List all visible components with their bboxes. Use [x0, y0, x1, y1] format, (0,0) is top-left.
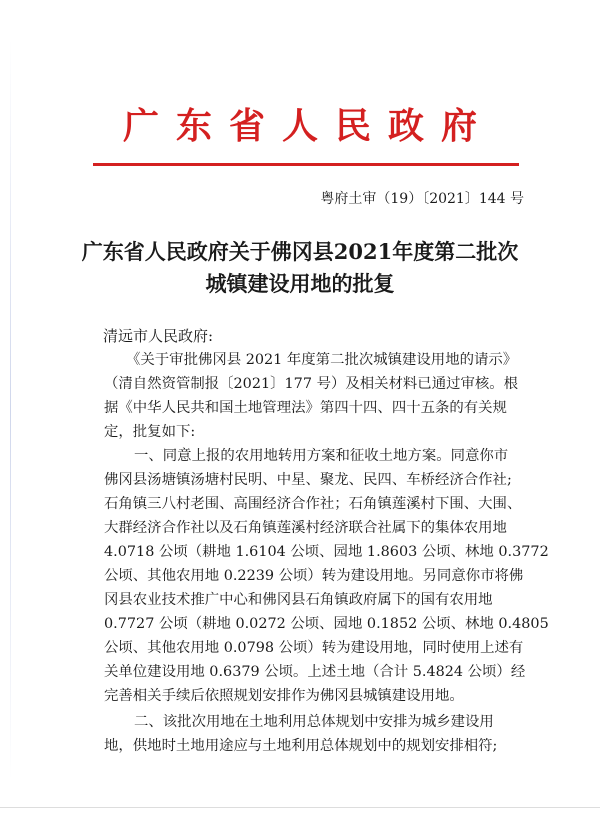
title-line-1: 广东省人民政府关于佛冈县2021年度第二批次: [81, 239, 519, 264]
body-line: 二、该批次用地在土地利用总体规划中安排为城乡建设用: [134, 714, 494, 730]
body-line: 一、同意上报的农用地转用方案和征收土地方案。同意你市: [134, 448, 509, 464]
document-title: [0, 236, 600, 300]
body-line: 大群经济合作社以及石角镇莲溪村经济联合社属下的集体农用地: [104, 520, 507, 536]
addressee: 清远市人民政府:: [103, 327, 214, 345]
body-line: 完善相关手续后依照规划安排作为佛冈县城镇建设用地。: [104, 688, 464, 704]
body-line: 佛冈县汤塘镇汤塘村民明、中星、聚龙、民四、车桥经济合作社;: [104, 472, 512, 488]
scan-bottom-mark: [0, 807, 600, 808]
body-line: 冈县农业技术推广中心和佛冈县石角镇政府属下的国有农用地: [104, 592, 493, 608]
body-line: 地，供地时土地用途应与土地利用总体规划中的规划安排相符;: [104, 738, 498, 754]
body-line: 公顷、其他农用地 0.2239 公顷）转为建设用地。另同意你市将佛: [104, 568, 524, 584]
body-line: 《关于审批佛冈县 2021 年度第二批次城镇建设用地的请示》: [126, 352, 518, 368]
title-line-2: 城镇建设用地的批复: [205, 271, 395, 296]
body-line: 石角镇三八村老围、高围经济合作社；石角镇莲溪村下围、大围、: [104, 496, 522, 512]
body-line: （清自然资管制报〔2021〕177 号）及相关材料已通过审核。根: [104, 376, 519, 392]
body-line: 0.7727 公顷（耕地 0.0272 公顷、园地 0.1852 公顷、林地 0.4805: [104, 616, 549, 632]
body-line: 定，批复如下:: [104, 424, 196, 440]
letterhead-title: 广东省人民政府: [122, 105, 494, 147]
body-line: 4.0718 公顷（耕地 1.6104 公顷、园地 1.8603 公顷、林地 0.3772: [104, 544, 549, 560]
scan-edge-mark: [10, 40, 11, 780]
body-line: 公顷、其他农用地 0.0798 公顷）转为建设用地，同时使用上述有: [104, 640, 524, 656]
body-line: 据《中华人民共和国土地管理法》第四十四、四十五条的有关规: [104, 400, 507, 416]
body-line: 关单位建设用地 0.6379 公顷。上述土地（合计 5.4824 公顷）经: [104, 664, 526, 680]
letterhead-red-rule: [93, 163, 519, 166]
document-number: 粤府土审（19）〔2021〕144 号: [320, 191, 524, 207]
